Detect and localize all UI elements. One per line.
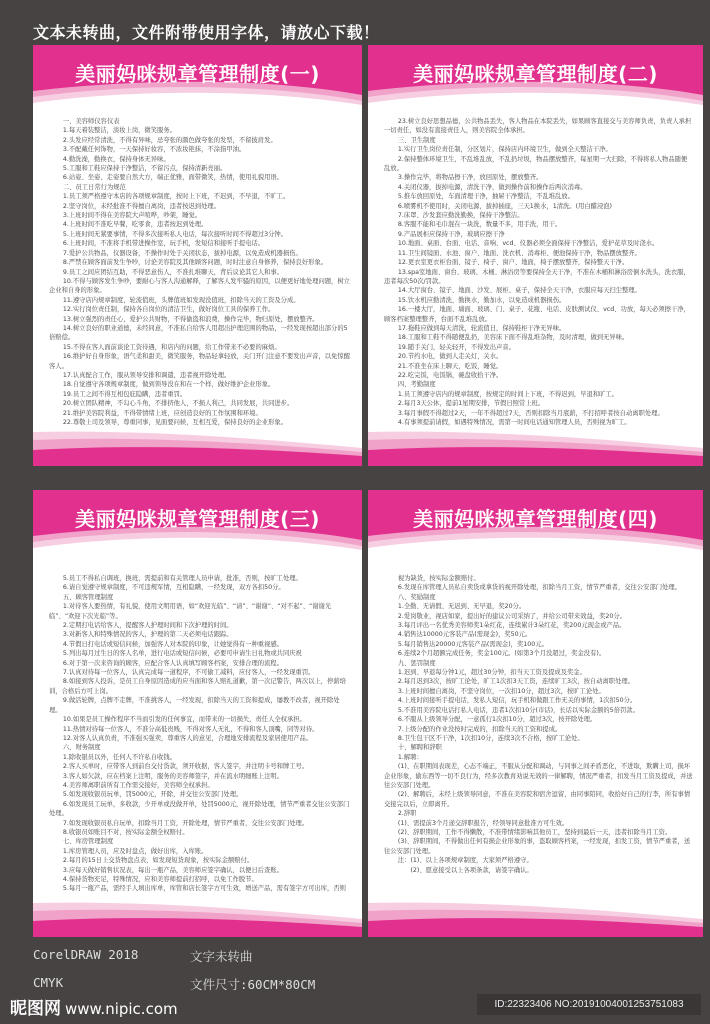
color-mode-label: CMYK bbox=[33, 975, 64, 990]
regulation-line: 22.吃完饭，电饭锅，碗盘收拾干净。 bbox=[397, 371, 503, 379]
regulation-line: 6.不服从上级领导分配，一意孤行1次扣10分，超过3次，按开除处理。 bbox=[397, 716, 597, 724]
regulation-line: 5.上班时间无紧要事情，不得多次接听私人电话，每次接听时间不得超过3分钟。 bbox=[62, 230, 287, 238]
regulation-line: 4.上班时间不准吃早餐，吃零食，违者按迟到处理。 bbox=[62, 221, 208, 229]
regulation-line: 3.应每天做好销售状况表，每出一瓶产品，美容师应签字确认，以便日后查账。 bbox=[62, 866, 283, 874]
regulation-line: 6.连续2个月超额完成任务，奖金100元。(如第3个月没超过，奖金没有)。 bbox=[397, 650, 606, 658]
regulation-line: 16.维护好自身形象，语气柔和甜美，微笑服务，物品轻拿轻放，关门开门注意不要发出声音，以免惊醒客人。 bbox=[49, 353, 350, 370]
regulation-line: 7.如发现收银员私自玩单，扣除当月工资，开除处理，情节严重者，交往公安部门处理。 bbox=[62, 819, 309, 827]
regulation-line: 20.树立团队精神，不勾心斗角，不排挤他人，不损人利己，共同发展，共同进步。 bbox=[62, 400, 294, 408]
regulation-line: (1)、在职期间表现差，心态不端正，不服从分配和调动，与同事之间矛盾恶化，不进取，欺瞒上司，损坏企业形象，偷东西等一切不良行为，经多次教育劝说无效的一律解聘，情况严重者，扣发当月工资及提成，并送往公安部门处理。 bbox=[384, 763, 693, 789]
regulation-line: 21.维护美容院利益，不得带情绪上班，应创造良好的工作氛围和环境。 bbox=[62, 409, 262, 417]
regulation-line: 1.库房管理人员，应及时盘点，做好出库，入库账。 bbox=[62, 847, 208, 855]
regulation-line: 3.上班时间擅自离岗，不坚守岗位，一次扣10分，超过3次，按旷工论处。 bbox=[397, 687, 605, 695]
regulation-line: 18.工服和工鞋不得随便乱扔，美容床下面不得乱堆杂物，及时清理，做到无异味。 bbox=[397, 334, 629, 342]
regulation-line: 11.卫生间镜面、水池、窗户、地面、洗衣机、消毒柜、便池保持干净，物品摆放整齐。 bbox=[397, 249, 641, 257]
regulation-line: 3.对新客人和特殊情况的客人，护理的第二天必须电话跟踪。 bbox=[62, 631, 233, 639]
logo-text: 昵图网 bbox=[10, 999, 61, 1019]
regulation-line: 3.每月事假不得超过2天，一年不得超过7天，否则扣除当月底薪，不打招呼者按自动离职处理。 bbox=[397, 409, 664, 417]
regulation-line: 2.客人买单时，应带客人到前台交付货款，须开收据，客人签字，并注明卡号和牌工号。 bbox=[62, 763, 309, 771]
panel-title: 美丽妈咪规章管理制度(三) bbox=[75, 507, 320, 531]
regulation-line: 3.每月评出一名优秀美容师奖1朵红花，连续累计3朵红花，奖200元现金或产品。 bbox=[397, 622, 626, 630]
regulation-line: 14.树立良好的职业道德，未经同意，不准私自给客人用超出护理范围的物品，一经发现按超出部分的5倍赔偿。 bbox=[49, 324, 348, 342]
regulation-line: 5.工服和工鞋应保持干净整洁，不留污点，保持清新亮丽。 bbox=[62, 165, 227, 173]
regulation-line: 8.客服不能和毛巾混在一块洗，数量不多，用手洗，用干。 bbox=[397, 221, 562, 229]
panel-footer-wave bbox=[33, 897, 362, 937]
panel-header bbox=[368, 45, 703, 120]
regulation-line: 一、美容师仪容仪表 bbox=[62, 118, 120, 125]
regulation-line: 2.每月的15日上交货物盘点表，如发现短货现象，按实际金额赔付。 bbox=[62, 857, 254, 865]
regulation-line: 6.上班时间，不准将手机带进操作室，玩手机，发短信和接听手提电话。 bbox=[62, 240, 265, 248]
regulation-line: 1.员工须遵守店内的规章制度，按规定的时间上下班，不得迟到，早退和旷工。 bbox=[397, 390, 618, 398]
regulation-line: 3.客人如欠款，应在档案上注明，服务的美容师签字，并在流水明细账上注明。 bbox=[62, 772, 283, 780]
regulation-line: 2.每月迟到3次，按旷工论处，旷工1次扣3天工资，连续旷工3次，按自动离职处理。 bbox=[397, 678, 634, 686]
panel-body bbox=[49, 574, 352, 894]
regulation-line: 4.有事须提前请假，如遇特殊情况，需第一时间电话通知管理人员，否则视为旷工。 bbox=[397, 419, 631, 426]
image-id-box: ID:22323406 NO:20191004001253751083 bbox=[477, 994, 701, 1015]
regulation-line: 13.树立强烈的责任心，爱护公共财物，不得偷盗和浪费，操作完毕，物归原处，摆放整齐。 bbox=[62, 315, 319, 323]
regulation-line: 四、考勤制度 bbox=[397, 381, 436, 389]
regulation-line: 1.每天着装整洁，淡妆上岗，微笑服务。 bbox=[62, 127, 176, 135]
notice-banner: 文本未转曲，文件附带使用字体，请放心下载！ bbox=[33, 23, 380, 42]
regulation-line: 17.拖鞋应做到每天清洗，轮流值日，保持鞋柜干净无异味。 bbox=[397, 324, 566, 332]
regulation-line: 1.对待客人要热情，有礼貌，使用文明用语，如“欢迎光临”、“请”、“谢谢”、“对不起”、“谢谢光临”、“欢迎下次光临”等。 bbox=[49, 603, 332, 620]
regulation-line: 2.保持整体环境卫生，不乱堆乱放，不乱扔垃圾，物品摆放整齐，每星期一大扫除，不得将私人物品随便乱放。 bbox=[384, 155, 688, 173]
regulation-line: 3.不配戴任何饰物，一天保持好妆容，不浓妆艳抹，不涂指甲油。 bbox=[62, 146, 246, 154]
regulation-line: 8.卫生包干区不干净，1次扣10分，连续3次不合格，按旷工论处。 bbox=[397, 734, 584, 742]
regulation-line: 17.认真配合工作，服从领导安排和调遣，违者视开除处理。 bbox=[62, 371, 231, 379]
panel-title: 美丽妈咪规章管理制度(四) bbox=[413, 507, 658, 531]
panel-body bbox=[384, 574, 693, 875]
panel-body bbox=[384, 117, 693, 427]
regulation-line: 视为缺货，按实际金额赔付。 bbox=[397, 575, 480, 582]
regulation-line: 9.员工之间应团结互助，不得恶意伤人，不准扎堆聊天，背后议论其它人和事。 bbox=[62, 268, 283, 276]
regulation-line: 11.热情对待每一位客人，不准分高低贵贱，不得对客人无礼，不得和客人顶嘴，同等对待。 bbox=[62, 725, 319, 733]
regulation-line: 4.关闭仪器，拔掉电源，清洗干净，做到操作前和操作后两次消毒。 bbox=[397, 183, 587, 191]
panel-footer-wave bbox=[368, 897, 703, 937]
regulation-line: 5.不准用美容院电话打私人电话，违者1次扣10分(市话)，长话以实际金额的5倍罚款。 bbox=[397, 706, 639, 714]
regulation-line: (1)、需提前3个月递交辞职报告，经领导同意批准方可生效。 bbox=[397, 819, 569, 827]
regulation-line: 二、员工日常行为规范 bbox=[62, 183, 126, 191]
regulation-line: 23.树立良好思想品德，公共物品丢失，客人物品在本院丢失，如果顾客直接交与美容师负责，负责人承担一切责任，如没有直接责任人，则美容院全体承担。 bbox=[384, 118, 692, 135]
regulation-line: 6.对于第一次来咨询的顾客，应配合客人认真填写顾客档案，安排合理的流程。 bbox=[62, 659, 283, 667]
regulation-line: 2.辞职 bbox=[397, 810, 417, 818]
regulation-line: 1.全勤、无请假、无迟到、无早退，奖20分。 bbox=[397, 603, 526, 611]
regulation-line: 2.头发应经常清洗，不得有异味，忌夸张的颜色做夸张的发型，不留披肩发。 bbox=[62, 136, 277, 144]
regulation-line: 十、解聘和辞职 bbox=[397, 744, 442, 752]
regulation-line: 12.实行岗位责任制，保持各自岗位的清洁卫生，做好岗位工具的保养工作。 bbox=[62, 306, 275, 314]
regulation-line: 14.大厅窗台、镜子、地面、沙发、展柜、桌子，保持全天干净，衣服应每天扫尘整理。 bbox=[397, 287, 641, 295]
regulation-line: 10.不得与顾客发生争吵，要耐心与客人沟通解释，了解客人发牢骚的原因，以便更好地处理问题，树立企业和自身的形象。 bbox=[49, 277, 350, 295]
regulation-line: 8.收银员如账目不对，按实际金额全权赔付。 bbox=[62, 828, 189, 836]
regulation-line: 2.爱岗敬业，视店如家，提出好的建议公司采纳了，并给公司带来效益，奖20分。 bbox=[397, 612, 626, 620]
regulation-line: 五、顾客管理制度 bbox=[62, 593, 114, 601]
regulation-line: 7.认真对待每一位客人，认真完成每一道程序，不可偷工减料，应付客人，一经发现重罚。 bbox=[62, 669, 315, 677]
regulation-line: 1.除收银员以外，任何人不许私自收钱。 bbox=[62, 753, 176, 761]
regulation-line: 1.员工须严格遵守本店的各项规章制度，按时上下班，不迟到，不早退，不旷工。 bbox=[62, 193, 290, 201]
regulation-line: 22.尊敬上司及领导，尊重同事，见面要问候，互相互爱，保持良好的企业形象。 bbox=[62, 419, 287, 426]
regulation-line: 2.定期打电话给客人，提醒客人护理时间和下次护理的时间。 bbox=[62, 622, 233, 630]
panel-header bbox=[33, 490, 362, 565]
logo-url: www.nipic.com bbox=[65, 1000, 178, 1018]
regulation-line: 21.不准坐在床上聊天，吃饭，睡觉。 bbox=[397, 362, 503, 370]
regulation-line: 2.坚守岗位，未经批准不得擅自离岗，违者按迟到处理。 bbox=[62, 202, 220, 210]
panel-footer-wave bbox=[368, 426, 703, 466]
regulation-line: 5.员工不得私自调班，换班，需提前和有关管理人员申请，批准，否则，按旷工处理。 bbox=[62, 575, 302, 582]
regulation-line: 注：(1)、以上各项规章制度，大家须严格遵守。 bbox=[397, 857, 533, 865]
regulation-line: 3.上班时间不得在美容院大声喧哗，吵架，睡觉。 bbox=[62, 212, 202, 220]
regulation-line: 12.更衣室更衣柜台面、镜子、椅子、窗户、地面，椅子摆放整齐，保持整天干净。 bbox=[397, 259, 629, 267]
regulation-line: 九、惩罚制度 bbox=[397, 659, 436, 667]
regulation-line: 三、卫生制度 bbox=[397, 136, 436, 144]
regulation-line: 6.喷雾机不使用时，关闭电源，拔掉插座，三天1换水，1清洗。(用白醋浸泡) bbox=[397, 202, 612, 210]
regulation-panel-4 bbox=[368, 490, 703, 937]
regulation-line: 4.销售达10000元客装产品(需现金)，奖50元。 bbox=[397, 631, 532, 639]
panel-footer-wave bbox=[33, 426, 362, 466]
regulation-line: (3)、辞职期间，不得做出任何有损企业形象的事，盗取顾客档案，一经发现，扣发工资，情节严重者，送往公安部门处理。 bbox=[384, 838, 691, 855]
regulation-line: 6.站姿、坐姿、走姿要自然大方，端正优雅，面带微笑，热情，使用礼貌用语。 bbox=[62, 174, 283, 182]
regulation-line: 2.每月3天公休，提前1星期安排，节假日照常上班。 bbox=[397, 400, 545, 408]
regulation-line: 9.做活轮牌，点牌不走牌，不准挑客人，一经发现，扣除当天的工资和提成，屡教不改者，视开除处理。 bbox=[49, 697, 340, 714]
regulation-line: 6.发现在库管理人员私自卖货或拿货的视开除处理，扣除当月工资，情节严重者，交往公安部门处理。 bbox=[397, 584, 681, 592]
regulation-line: 19.随手关门，轻关轻开，不得发出声音。 bbox=[397, 343, 515, 351]
regulation-line: 13.spa室地面、窗台、玻璃、木桶、淋浴房等要保持全天干净，不准在木桶和淋浴房倒水洗头，洗衣服，违者每次50次/罚款。 bbox=[384, 268, 690, 285]
regulation-line: 6.如发现员工玩单，多收款，少开单或没做开单，处罚5000元，视开除处理，情节严重者交往公安部门处理。 bbox=[49, 800, 350, 818]
regulation-line: 15.饮水机应勤清洗，勤换水，勤加水，以免造成机器损伤。 bbox=[397, 296, 566, 304]
regulation-line: 4.美容师离职前所有工作需交接好，美容师全权承担。 bbox=[62, 781, 214, 789]
text-status-label: 文字未转曲 bbox=[190, 949, 253, 964]
panel-title: 美丽妈咪规章管理制度(一) bbox=[75, 62, 320, 86]
file-size-label: 文件尺寸:60CM*80CM bbox=[190, 977, 316, 992]
regulation-line: (2)、解聘后，未经上级领导同意，不准在美容院和宿舍逗留，由同事陪同，收拾好自己的行李，所有事情交接完以后，立即离开。 bbox=[384, 791, 691, 808]
software-label: CorelDRAW 2018 bbox=[33, 947, 139, 962]
panel-header bbox=[33, 45, 362, 120]
site-logo[interactable] bbox=[10, 994, 178, 1019]
regulation-line: 9.产品展柜应保持干净，玻璃应擦干净 bbox=[397, 230, 505, 238]
regulation-line: 7.爱护公共物品，仪器设备，不操作时处于关闭状态，拔掉电源，以免造成机器损伤。 bbox=[62, 249, 302, 257]
regulation-line: 8.如接到客人投诉，是员工自身原因造成的应当面和客人赔礼道歉，第一次记警告，两次以上，停薪培训，合格后方可上岗。 bbox=[49, 678, 346, 695]
panel-title: 美丽妈咪规章管理制度(二) bbox=[413, 62, 658, 86]
regulation-line: 20.节约水电，做到人走关灯，关水。 bbox=[397, 353, 503, 361]
regulation-line: 5.如发现收银员玩单，罚5000元，开除，并交往公安部门处理。 bbox=[62, 791, 243, 799]
regulation-line: 6.请自觉遵守规章制度，不可违规军情，互相隐瞒，一经发现，双方各扣50分。 bbox=[62, 584, 285, 592]
regulation-line: 10.如果是员工操作程序不当而引发的任何事宜，而带来的一切损失，责任人全权承担。 bbox=[62, 716, 306, 724]
regulation-line: 5.推车放回原处，车面清理干净，抽屉干净整洁，不乱堆乱放。 bbox=[397, 193, 574, 201]
regulation-line: (2)、愿意接受以上各项条款，请签字确认。 bbox=[397, 866, 533, 874]
regulation-line: 八、奖励制度 bbox=[397, 593, 436, 601]
regulation-line: 19.员工之间不得互相包庇隐瞒，违者重罚。 bbox=[62, 390, 187, 398]
regulation-line: 11.遵守店内规章制度，轮流值班，头牌值班如发现没值班，扣除当天的工资及分成。 bbox=[62, 296, 300, 304]
panel-header bbox=[368, 490, 703, 565]
regulation-panel-1 bbox=[33, 45, 362, 466]
regulation-line: 7.床罩、沙发套应勤洗勤换，保持干净整洁。 bbox=[397, 212, 524, 220]
regulation-line: 5.每月一瓶产品，需经手人填出库单，库管和店长签字方可生效，增送产品，需有签字方可出库，否则 bbox=[62, 885, 346, 893]
regulation-line: 15.不得在客人面前谈论工资待遇，和店内的问题，给工作带来不必要的麻烦。 bbox=[62, 343, 281, 351]
regulation-line: 3.操作完毕，将物品擦干净，放回原处，摆放整齐。 bbox=[397, 174, 543, 182]
regulation-line: 8.严禁在顾客面前发生争吵，讨论美容院及其他顾客问题，时时注意自身修养，保持良好形象。 bbox=[62, 259, 328, 267]
regulation-line: 12.对客人认真负责，不准强买强卖，尊重客人的意见，合理地安排流程及家居使用产品。 bbox=[62, 734, 313, 742]
regulation-line: 16.一楼大厅，地面、墙面、玻璃、门、桌子、花瓶、电话、皮肤测试仪、vcd、功放，每天必须擦干净，顾客档案整理整齐，台面不乱堆乱放。 bbox=[384, 306, 690, 323]
regulation-line: (2)、辞职期间，工作不得懒散，不准带情绪影响其他员工，坚持到最后一天，违者扣除当月工资。 bbox=[397, 828, 672, 836]
panel-body bbox=[49, 117, 352, 427]
regulation-line: 七、库房管理制度 bbox=[62, 838, 114, 846]
regulation-line: 4.保持货物充足，特殊情况，应和美容师提前打招呼，以免工作脱节。 bbox=[62, 876, 258, 883]
regulation-line: 4.上班时间接听手提电话，发私人短信，玩手机和做跟工作无关的事情，1次扣50分。 bbox=[397, 697, 637, 705]
regulation-line: 4.勤洗澡，勤换衣，保持身体无异味。 bbox=[62, 155, 170, 163]
regulation-panel-2 bbox=[368, 45, 703, 466]
regulation-line: 5.每月销售达20000元客装产品(需现金)，奖100元。 bbox=[397, 640, 548, 648]
regulation-line: 10.地面、桌面、台面、电话、音响、vcd、仪器必须全面保持干净整洁，爱护花草及时浇水。 bbox=[397, 240, 659, 248]
regulation-line: 4.节假日打电话或短信问候，加强客人对本院的印象，让她觉得有一种重视感。 bbox=[62, 640, 283, 648]
regulation-line: 18.自觉遵守各项规章制度，做到领导没在和在一个样，做好维护企业形象。 bbox=[62, 381, 275, 389]
regulation-line: 六、财务制度 bbox=[62, 744, 101, 752]
regulation-line: 1.实行卫生岗位责任制，分区划片，保持店内环境卫生，做到全天整洁干净。 bbox=[397, 146, 612, 154]
regulation-line: 1.迟到、早退每分钟1元，超过30分钟，扣当天工资及提成及奖金。 bbox=[397, 669, 586, 677]
regulation-line: 7.上级分配的作业没按时完成的，扣除当天的工资和提成。 bbox=[397, 725, 562, 733]
regulation-line: 5.列出每月过生日的客人名单，进行电话或短信问候，必要可申请生日礼物或共同庆祝 bbox=[62, 650, 302, 658]
regulation-line: 1.解聘： bbox=[397, 753, 423, 761]
regulation-panel-3 bbox=[33, 490, 362, 937]
